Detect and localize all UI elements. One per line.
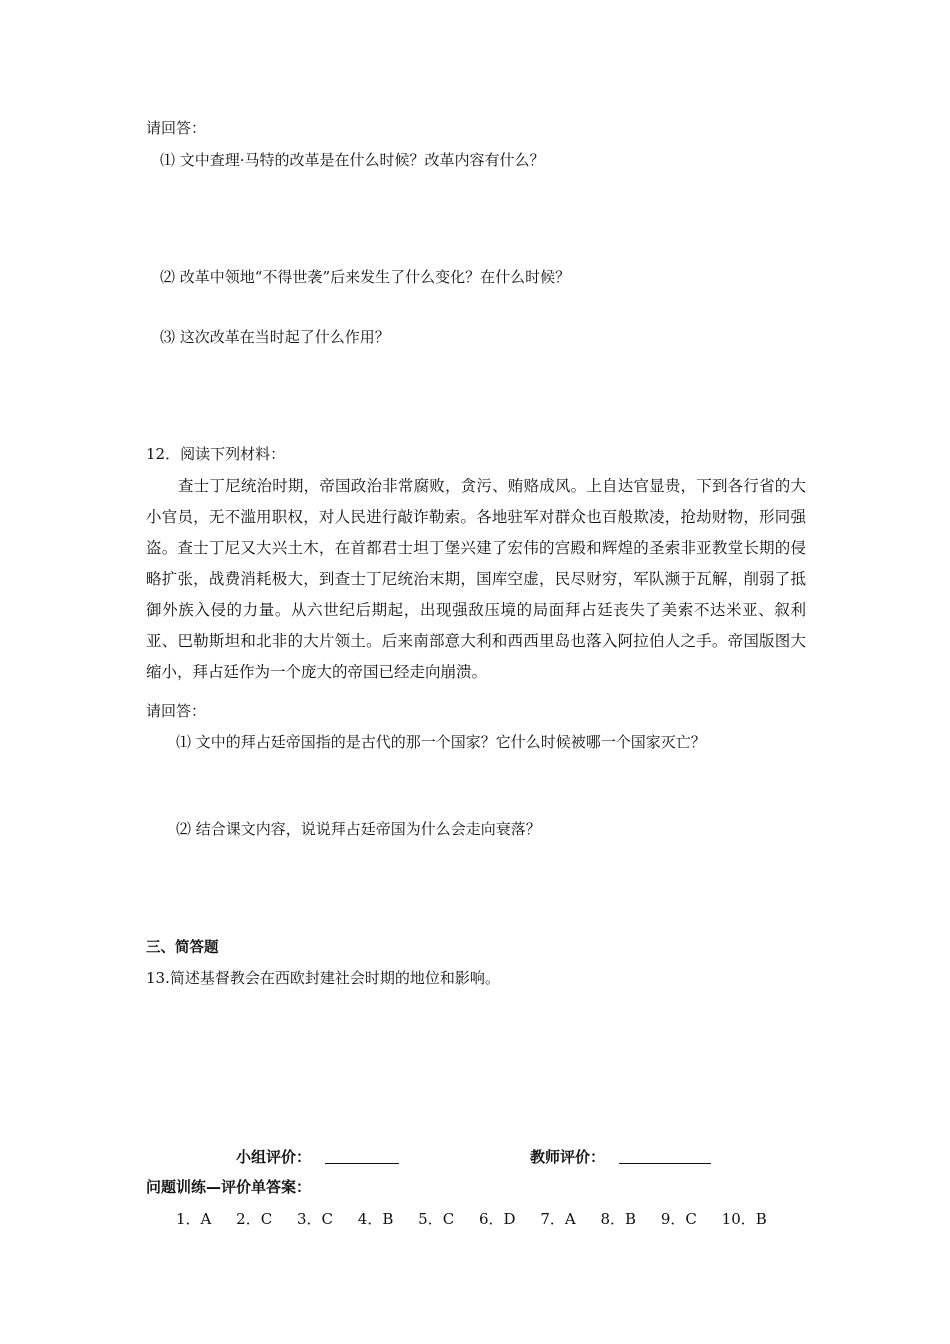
question-1-3: ⑶ 这次改革在当时起了什么作用？: [160, 328, 390, 346]
question-13: 13.简述基督教会在西欧封建社会时期的地位和影响。: [146, 969, 500, 987]
answer-item: 8．B: [600, 1210, 637, 1228]
teacher-evaluation-label: 教师评价：: [530, 1148, 606, 1166]
answer-key: [176, 1208, 787, 1229]
answer-item: 2．C: [236, 1210, 273, 1228]
question-12-2: ⑵ 结合课文内容，说说拜占廷帝国为什么会走向衰落？: [176, 820, 541, 838]
answer-item: 6．D: [478, 1210, 516, 1228]
question-1-1: ⑴ 文中查理·马特的改革是在什么时候？改革内容有什么？: [160, 151, 545, 169]
answer-item: 10．B: [721, 1210, 767, 1228]
answer-prompt: 请回答：: [146, 702, 207, 720]
answer-prompt: 请回答：: [146, 119, 207, 137]
group-evaluation-label: 小组评价：: [236, 1148, 312, 1166]
answer-item: 3．C: [296, 1210, 334, 1228]
answer-item: 4．B: [357, 1210, 394, 1228]
question-12-1: ⑴ 文中的拜占廷帝国指的是古代的那一个国家？它什么时候被哪一个国家灭亡？: [176, 733, 706, 751]
section-heading: 三、简答题: [146, 940, 219, 956]
question-1-2: ⑵ 改革中领地“不得世袭”后来发生了什么变化？在什么时候？: [160, 268, 571, 286]
group-evaluation-blank: [325, 1149, 399, 1164]
question-12-heading: 12．阅读下列材料：: [146, 445, 286, 463]
group-evaluation: [236, 1146, 399, 1167]
teacher-evaluation: [530, 1146, 711, 1167]
teacher-evaluation-blank: [619, 1149, 711, 1164]
answer-item: 7．A: [540, 1210, 576, 1228]
question-12-material: 查士丁尼统治时期，帝国政治非常腐败，贪污、贿赂成风。上自达官显贵，下到各行省的大小官员，无不滥用职权，对人民进行敲诈勒索。各地驻军对群众也百般欺凌，抢劫财物，形同强盗。查士丁尼又大兴土木，在首都君士坦丁堡兴建了宏伟的宫殿和辉煌的圣索非亚教堂长期的侵略扩张，战费消耗极大，到查士丁尼统治末期，国库空虚，民尽财穷，军队濒于瓦解，削弱了抵御外族入侵的力量。从六世纪后期起，出现强敌压境的局面拜占廷丧失了美索不达米亚、叙利亚、巴勒斯坦和北非的大片领土。后来南部意大利和西西里岛也落入阿拉伯人之手。帝国版图大缩小，拜占廷作为一个庞大的帝国已经走向崩溃。: [146, 477, 806, 681]
answer-item: 9．C: [660, 1210, 697, 1228]
answer-item: 1．A: [176, 1210, 212, 1228]
answer-item: 5．C: [418, 1210, 455, 1228]
answer-key-title: 问题训练—评价单答案：: [146, 1178, 312, 1196]
